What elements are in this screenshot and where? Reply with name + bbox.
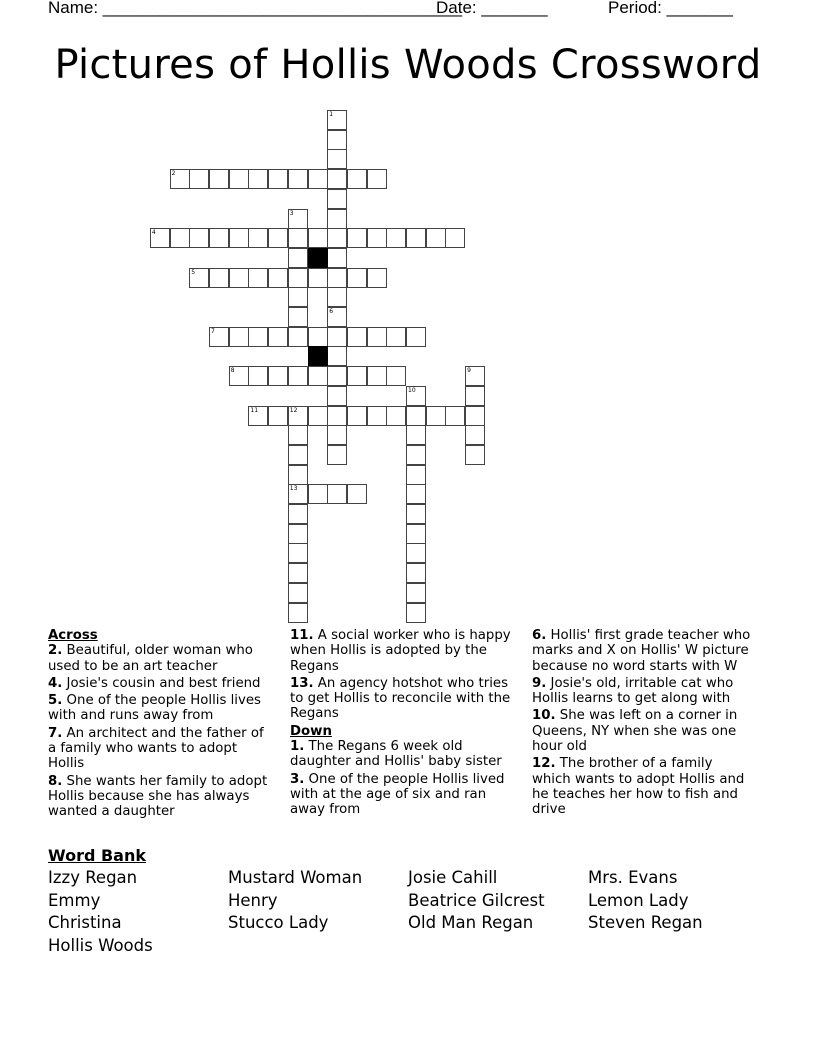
clue-across-5: 5. One of the people Hollis lives with and runs away from [48, 693, 261, 724]
crossword-cell[interactable] [406, 543, 426, 563]
clue-number: 9 [467, 367, 471, 375]
crossword-cell[interactable] [406, 524, 426, 544]
clue-number: 10 [408, 386, 416, 394]
crossword-cell[interactable] [229, 228, 249, 248]
crossword-cell[interactable] [426, 406, 446, 426]
crossword-cell[interactable] [308, 327, 328, 347]
clue-down-12: 12. The brother of a family which wants to adopt Hollis and he teaches her how to fish and drive [532, 756, 745, 818]
crossword-cell[interactable] [347, 406, 367, 426]
word-bank [48, 868, 768, 959]
word-bank-item: Josie Cahill [408, 868, 498, 887]
crossword-block-cell [308, 346, 328, 366]
crossword-cell[interactable] [327, 228, 347, 248]
crossword-cell[interactable] [367, 406, 387, 426]
crossword-cell[interactable] [170, 228, 190, 248]
crossword-cell[interactable] [327, 130, 347, 150]
crossword-cell[interactable] [445, 406, 465, 426]
crossword-cell[interactable] [308, 366, 328, 386]
crossword-cell[interactable] [367, 366, 387, 386]
clue-across-8: 8. She wants her family to adopt Hollis because she has always wanted a daughter [48, 773, 268, 820]
clue-down-6: 6. Hollis' first grade teacher who marks and X on Hollis' W picture because no word starts with W [532, 628, 751, 674]
clue-across-11: 11. A social worker who is happy when Hollis is adopted by the Regans [290, 628, 511, 674]
crossword-cell[interactable] [268, 169, 288, 189]
crossword-cell[interactable] [347, 327, 367, 347]
crossword-cell[interactable] [465, 386, 485, 406]
crossword-cell[interactable] [347, 169, 367, 189]
word-bank-item: Mrs. Evans [588, 868, 678, 887]
word-bank-item: Hollis Woods [48, 936, 153, 956]
crossword-cell[interactable] [406, 563, 426, 583]
crossword-cell[interactable] [406, 603, 426, 623]
page-title: Pictures of Hollis Woods Crossword [54, 42, 762, 88]
crossword-cell[interactable] [308, 169, 328, 189]
crossword-cell[interactable] [288, 248, 308, 268]
crossword-cell[interactable] [288, 465, 308, 485]
crossword-cell[interactable] [327, 189, 347, 209]
clue-number: 3 [289, 209, 294, 217]
crossword-cell[interactable] [288, 583, 308, 603]
down-heading: Down [290, 723, 332, 739]
crossword-cell[interactable] [209, 327, 229, 347]
crossword-cell[interactable] [406, 504, 426, 524]
crossword-cell[interactable] [465, 366, 485, 386]
crossword-cell[interactable] [209, 228, 229, 248]
crossword-cell[interactable] [347, 366, 367, 386]
crossword-cell[interactable] [347, 228, 367, 248]
crossword-cell[interactable] [347, 268, 367, 288]
crossword-cell[interactable] [327, 268, 347, 288]
across-heading: Across [48, 628, 98, 643]
word-bank-item: Henry [228, 890, 278, 910]
clues-column-1 [48, 628, 273, 822]
crossword-cell[interactable] [248, 169, 268, 189]
crossword-cell[interactable] [209, 268, 229, 288]
crossword-cell[interactable] [229, 327, 249, 347]
crossword-cell[interactable] [288, 406, 308, 426]
clue-number: 6 [329, 308, 334, 315]
crossword-cell[interactable] [150, 228, 170, 248]
crossword-cell[interactable] [308, 484, 328, 504]
crossword-cell[interactable] [327, 287, 347, 307]
crossword-cell[interactable] [386, 406, 406, 426]
crossword-cell[interactable] [288, 327, 308, 347]
crossword-cell[interactable] [465, 425, 485, 445]
crossword-cell[interactable] [327, 110, 347, 130]
clue-down-9: 9. Josie's old, irritable cat who Hollis learns to get along with [532, 675, 734, 707]
word-bank-item: Mustard Woman [228, 868, 363, 887]
crossword-cell[interactable] [327, 425, 347, 445]
crossword-cell[interactable] [189, 169, 209, 189]
crossword-cell[interactable] [288, 445, 308, 465]
crossword-cell[interactable] [327, 406, 347, 426]
crossword-cell[interactable] [406, 445, 426, 465]
crossword-cell[interactable] [248, 268, 268, 288]
crossword-cell[interactable] [288, 169, 308, 189]
crossword-cell[interactable] [406, 465, 426, 485]
clue-across-7: 7. An architect and the father of a family who wants to adopt Hollis [48, 725, 264, 772]
clue-number: 12 [289, 406, 298, 414]
crossword-cell[interactable] [189, 268, 209, 288]
crossword-cell[interactable] [406, 484, 426, 504]
crossword-cell[interactable] [268, 366, 288, 386]
clue-down-3: 3. One of the people Hollis lived with at the age of six and ran away from [290, 771, 505, 818]
crossword-cell[interactable] [288, 209, 308, 229]
clue-down-10: 10. She was left on a corner in Queens, NY when she was one hour old [532, 708, 738, 755]
crossword-cell[interactable] [327, 484, 347, 504]
crossword-cell[interactable] [465, 445, 485, 465]
crossword-cell[interactable] [327, 248, 347, 268]
crossword-cell[interactable] [229, 169, 249, 189]
crossword-cell[interactable] [386, 366, 406, 386]
word-bank-item: Lemon Lady [588, 890, 689, 910]
crossword-cell[interactable] [327, 327, 347, 347]
crossword-cell[interactable] [465, 406, 485, 426]
crossword-cell[interactable] [229, 366, 249, 386]
crossword-cell[interactable] [288, 563, 308, 583]
crossword-cell[interactable] [268, 268, 288, 288]
clue-number: 5 [191, 268, 196, 276]
crossword-cell[interactable] [248, 406, 268, 426]
crossword-cell[interactable] [308, 406, 328, 426]
crossword-cell[interactable] [406, 228, 426, 248]
crossword-cell[interactable] [288, 425, 308, 445]
crossword-cell[interactable] [367, 228, 387, 248]
clue-number: 7 [211, 327, 215, 335]
crossword-cell[interactable] [248, 327, 268, 347]
crossword-cell[interactable] [288, 268, 308, 288]
crossword-cell[interactable] [288, 543, 308, 563]
crossword-cell[interactable] [327, 445, 347, 465]
crossword-cell[interactable] [386, 228, 406, 248]
crossword-cell[interactable] [288, 366, 308, 386]
crossword-cell[interactable] [229, 268, 249, 288]
clues-column-3 [532, 628, 754, 820]
crossword-cell[interactable] [367, 268, 387, 288]
crossword-cell[interactable] [406, 425, 426, 445]
word-bank-item: Emmy [48, 890, 101, 910]
clue-across-4: 4. Josie's cousin and best friend [48, 675, 261, 691]
crossword-cell[interactable] [406, 386, 426, 406]
crossword-cell[interactable] [367, 327, 387, 347]
crossword-block-cell [308, 248, 328, 268]
clue-number: 4 [151, 229, 156, 237]
word-bank-item: Stucco Lady [228, 913, 329, 933]
crossword-cell[interactable] [268, 406, 288, 426]
crossword-cell[interactable] [406, 583, 426, 603]
date-field-label: Date: _______ [436, 0, 548, 17]
crossword-cell[interactable] [288, 287, 308, 307]
clue-number: 13 [289, 485, 298, 493]
crossword-cell[interactable] [406, 406, 426, 426]
crossword-cell[interactable] [268, 228, 288, 248]
crossword-cell[interactable] [327, 169, 347, 189]
crossword-cell[interactable] [189, 228, 209, 248]
crossword-cell[interactable] [347, 484, 367, 504]
crossword-cell[interactable] [308, 268, 328, 288]
clue-number: 11 [250, 406, 259, 414]
name-field-label: Name: ______________________________________ [48, 0, 463, 17]
word-bank-item: Beatrice Gilcrest [408, 890, 545, 910]
crossword-cell[interactable] [327, 386, 347, 406]
clue-number: 1 [329, 111, 334, 118]
crossword-cell[interactable] [288, 307, 308, 327]
crossword-cell[interactable] [327, 346, 347, 366]
word-bank-item: Old Man Regan [408, 913, 534, 933]
word-bank-item: Christina [48, 913, 122, 933]
crossword-cell[interactable] [170, 169, 190, 189]
crossword-cell[interactable] [327, 307, 347, 327]
crossword-cell[interactable] [386, 327, 406, 347]
word-bank-item: Izzy Regan [48, 868, 138, 887]
word-bank-item: Steven Regan [588, 913, 703, 933]
crossword-cell[interactable] [367, 169, 387, 189]
crossword-cell[interactable] [288, 228, 308, 248]
crossword-cell[interactable] [327, 209, 347, 229]
clue-down-1: 1. The Regans 6 week old daughter and Hollis' baby sister [290, 739, 502, 770]
crossword-cell[interactable] [445, 228, 465, 248]
crossword-cell[interactable] [248, 366, 268, 386]
crossword-cell[interactable] [426, 228, 446, 248]
crossword-cell[interactable] [209, 169, 229, 189]
clue-number: 2 [171, 170, 176, 178]
word-bank-heading: Word Bank [48, 846, 147, 865]
crossword-cell[interactable] [268, 327, 288, 347]
clue-across-13: 13. An agency hotshot who tries to get Hollis to reconcile with the Regans [290, 675, 511, 722]
crossword-cell[interactable] [288, 484, 308, 504]
crossword-cell[interactable] [406, 327, 426, 347]
crossword-cell[interactable] [248, 228, 268, 248]
crossword-cell[interactable] [327, 149, 347, 169]
crossword-cell[interactable] [288, 524, 308, 544]
crossword-cell[interactable] [288, 504, 308, 524]
clues-column-2 [290, 628, 522, 820]
crossword-cell[interactable] [327, 366, 347, 386]
clue-number: 8 [230, 367, 235, 375]
period-field-label: Period: _______ [608, 0, 733, 17]
clue-across-2: 2. Beautiful, older woman who used to be an art teacher [48, 643, 253, 674]
crossword-cell[interactable] [288, 603, 308, 623]
crossword-cell[interactable] [308, 228, 328, 248]
